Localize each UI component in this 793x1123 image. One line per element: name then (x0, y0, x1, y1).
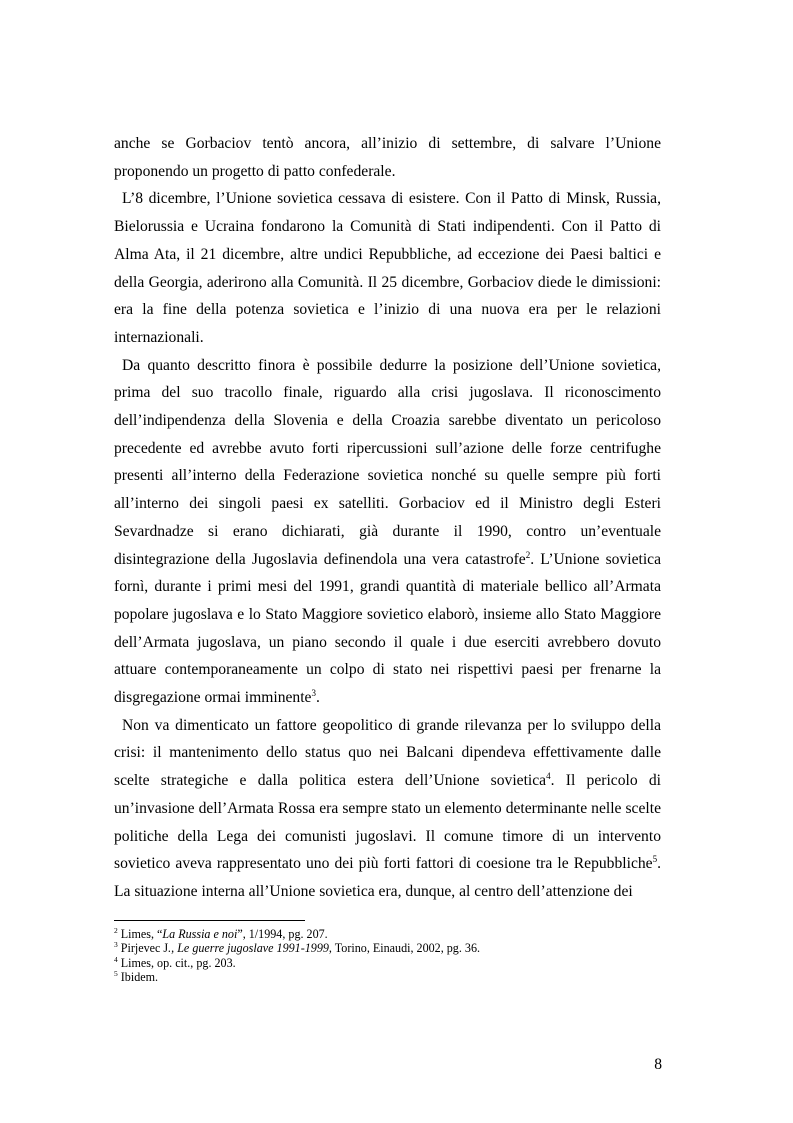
text-run: . (315, 689, 320, 707)
text-run: Pirjevec J (117, 941, 169, 956)
text-run: Limes, op. cit., pg. 203. (117, 955, 236, 970)
footnote-marker: 5 (114, 969, 118, 979)
footnote-marker: 4 (546, 770, 551, 781)
text-run: Da quanto descritto finora è possibile dedurre la posizione dell’Unione sovietica, prima del suo tracollo finale, riguardo alla crisi jugoslava. Il riconoscimento dell’indipendenza della Slovenia e della Croazia sarebbe diventato un pericoloso precedente ed avrebbe avuto forti ripercussioni sull’azione delle forze centrifughe presenti all’interno della Federazione sovietica nonché su quelle sempre più forti all’interno dei singoli paesi ex satelliti. Gorbaciov ed il Ministro degli Esteri Sevardnadze si erano dichiarati, già durante il 1990, contro un’eventuale disintegrazione della Jugoslavia definendola una vera catastrofe (114, 356, 661, 568)
text-run: . L’Unione sovietica fornì, durante i primi mesi del 1991, grandi quantità di materiale bellico all’Armata popolare jugoslava e lo Stato Maggiore sovietico elaborò, insieme allo Stato Maggiore dell’Armata jugoslava, un piano secondo il quale i due eserciti avrebbero dovuto attuare contemporaneamente un colpo di stato nei rispettivi paesi per frenarne la disgregazione ormai imminente (114, 550, 662, 707)
paragraph (114, 130, 661, 185)
paragraph (114, 712, 661, 906)
text-run: . La situazione interna all’Unione sovietica era, dunque, al centro dell’attenzione dei (114, 855, 661, 900)
footnote-marker: 2 (525, 549, 531, 560)
paragraph (114, 352, 661, 712)
footnote (114, 927, 661, 941)
page-number: 8 (654, 1056, 662, 1073)
footnote (114, 970, 661, 984)
text-run: anche se Gorbaciov tentò ancora, all’inizio di settembre, di salvare l’Unione proponendo un progetto di patto confederale. (114, 135, 661, 180)
footnote (114, 956, 661, 970)
text-run: Limes, “ (117, 927, 163, 941)
footnote-separator (114, 920, 305, 921)
footnote-marker: 5 (652, 854, 658, 865)
footnote-marker: 3 (114, 940, 118, 950)
paragraph (114, 185, 661, 351)
text-run: ”, 1/1994, pg. 207. (237, 927, 328, 941)
footnote-marker: 2 (114, 925, 118, 935)
footnote-marker: 4 (114, 954, 118, 964)
italic-title: La Russia e noi (162, 927, 238, 941)
text-run: Ibidem. (117, 970, 159, 985)
footnote-marker: 3 (311, 687, 316, 698)
footnotes (114, 927, 661, 985)
footnote (114, 941, 661, 955)
text-run: . Il pericolo di un’invasione dell’Armata Rossa era sempre stato un elemento determinante nelle scelte politiche della Lega dei comunisti jugoslavi. Il comune timore di un intervento sovietico aveva rappresentato uno dei più forti fattori di coesione tra le Repubbliche (114, 772, 662, 873)
text-run: L’8 dicembre, l’Unione sovietica cessava di esistere. Con il Patto di Minsk, Russia, Bielorussia e Ucraina fondarono la Comunità di Stati indipendenti. Con il Patto di Alma Ata, il 21 dicembre, altre undici Repubbliche, ad eccezione dei Paesi baltici e della Georgia, aderirono alla Comunità. Il 25 dicembre, Gorbaciov diede le dimissioni: era la fine della potenza sovietica e l’inizio di una nuova era per le relazioni internazionali. (114, 190, 661, 346)
text-run: , Torino, Einaudi, 2002, pg. 36. (328, 941, 481, 956)
text-run: Non va dimenticato un fattore geopolitico di grande rilevanza per lo sviluppo della crisi: il mantenimento dello status quo nei Balcani dipendeva effettivamente dalle scelte strategiche e dalla politica estera dell’Unione sovietica (114, 716, 661, 790)
body-text (114, 130, 661, 906)
italic-title: ., Le guerre jugoslave 1991-1999 (168, 941, 329, 956)
